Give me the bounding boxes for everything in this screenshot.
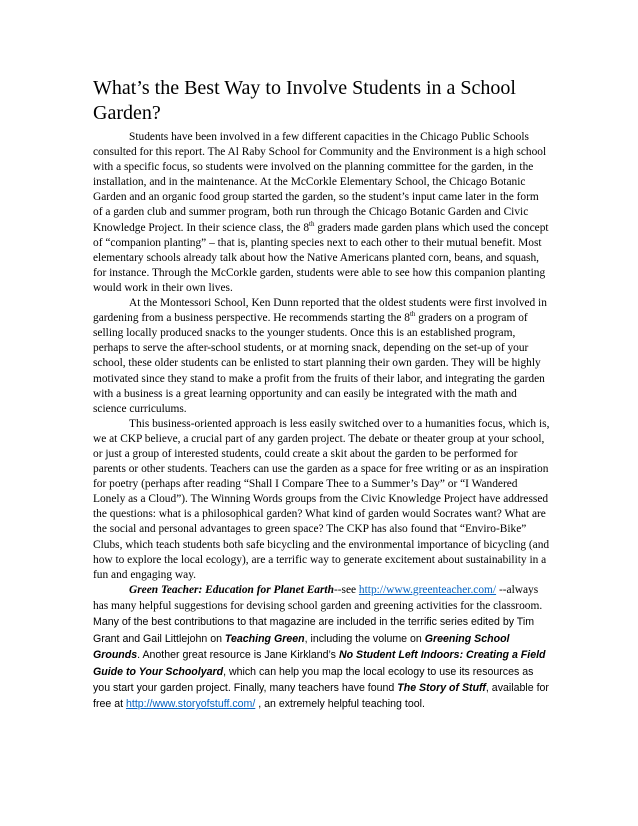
storyofstuff-link[interactable]: http://www.storyofstuff.com/ [125, 698, 256, 711]
paragraph-text: , available for free at [93, 681, 549, 711]
paragraph-text: --always has many helpful suggestions for devising school garden and greening activities for the classroom. [93, 583, 543, 612]
paragraph-text: . Another great resource is Jane Kirkland’s [137, 649, 339, 662]
paragraph-text: graders made garden plans which used the concept of “companion planting” – that is, planting species next to each other to their mutual benefit. Most elementary schools already talk about how the Native Americans planted corn, beans, and squash, for instance. Through the McCorkle garden, students were able to see how this companion planting would work in their own lives. [93, 221, 549, 294]
paragraph-text: --see [333, 583, 359, 596]
book-title: The Story of Stuff [397, 681, 486, 694]
paragraph-student-involvement [93, 130, 551, 296]
paragraph-montessori [93, 296, 551, 417]
book-title: Greening School Grounds [93, 632, 510, 662]
paragraph-text: , an extremely helpful teaching tool. [255, 698, 425, 711]
document-body [93, 130, 551, 713]
book-title: Green Teacher: Education for Planet Earth [129, 583, 334, 596]
paragraph-text: Many of the best contributions to that magazine are included in the terrific series edited by Tim Grant and Gail Littlejohn on [93, 616, 535, 645]
paragraph-text: , which can help you map the local ecology to use its resources as you start your garden project. Finally, many teachers have found [93, 665, 534, 694]
greenteacher-link[interactable]: http://www.greenteacher.com/ [358, 583, 497, 596]
paragraph-resources [93, 583, 551, 713]
paragraph-text: , including the volume on [304, 632, 425, 645]
superscript: th [309, 219, 315, 228]
book-title: Teaching Green [224, 632, 305, 645]
book-title: No Student Left Indoors: Creating a Field Guide to Your Schoolyard [93, 649, 546, 678]
page-title: What’s the Best Way to Involve Students in a School Garden? [93, 77, 516, 124]
paragraph-humanities: This business-oriented approach is less easily switched over to a humanities focus, which is, we at CKP believe, a crucial part of any garden project. The debate or theater group at your school, or just a group of interested students, could create a skit about the garden to be performed for parents or other students. Teachers can use the garden as a space for free writing or as an inspiration for poetry (perhaps after reading “Shall I Compare Thee to a Summer’s Day” or “I Wandered Lonely as a Cloud”). The Winning Words groups from the Civic Knowledge Project have addressed the questions: what is a philosophical garden? What kind of garden would Socrates want? What are the social and personal advantages to green space? The CKP has also found that “Enviro-Bike” Clubs, which teach students both safe bicycling and the environmental importance of bicycling (and how to explore the local ecology), are a terrific way to generate excitement about sustainability in a fun and engaging way. [93, 417, 550, 581]
paragraph-text: At the Montessori School, Ken Dunn reported that the oldest students were first involved in gardening from a business perspective. He recommends starting the 8 [93, 297, 547, 325]
paragraph-text: Students have been involved in a few different capacities in the Chicago Public Schools consulted for this report. The Al Raby School for Community and the Environment is a high school with a specific focus, so students were involved on the planning committee for the garden, in the installation, and in the maintenance. At the McCorkle Elementary School, the Chicago Botanic Garden and an organic food group started the garden, so the student’s input came later in the form of a garden club and summer program, both run through the Chicago Botanic Garden and Civic Knowledge Project. In their science class, the 8 [93, 131, 547, 234]
paragraph-text: graders on a program of selling locally produced snacks to the younger students. Once this is an established program, perhaps to serve the after-school students, or at morning snack, depending on the set-up of your school, these older students can be enlisted to start planning their own garden. They will be highly motivated since they stand to make a profit from the fruits of their labor, and integrating the garden with a business is a great learning opportunity and can easily be integrated with the math and science curriculums. [93, 312, 545, 415]
superscript: th [409, 310, 416, 319]
